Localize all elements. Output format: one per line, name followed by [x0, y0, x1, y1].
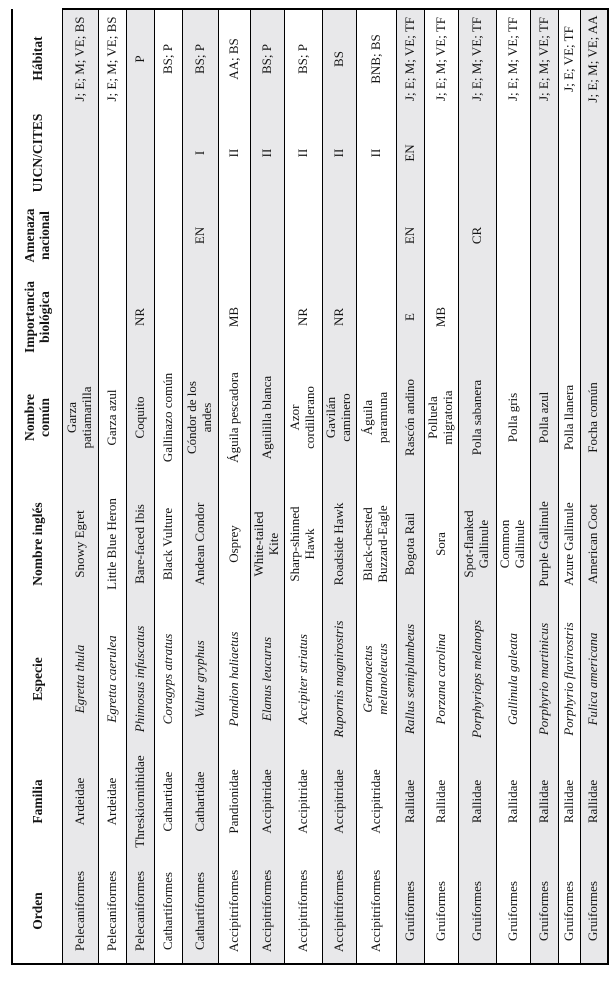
cell-especie: Rupornis magnirostris [330, 620, 346, 738]
cell-habitat: BS; P [154, 9, 182, 108]
cell-especie: Coragyps atratus [159, 633, 175, 725]
cell-uicn: I [191, 150, 207, 156]
cell-habitat: J; E; M; VE; AA [580, 9, 608, 108]
cell-ingles: Sora [432, 532, 448, 556]
species-row [356, 9, 396, 964]
cell-especie: Pandion haliaetus [225, 631, 241, 727]
cell-amenaza [126, 198, 154, 273]
table-body [62, 9, 608, 964]
cell-comun: Gallinazo común [159, 372, 175, 463]
cell-orden: Pelecaniformes [126, 859, 154, 964]
column-header-importancia: Importancia biológica [22, 281, 53, 353]
cell-importancia [496, 273, 530, 361]
cell-importancia: NR [330, 307, 346, 327]
species-row [458, 9, 496, 964]
cell-comun: Polla llanera [560, 384, 576, 451]
cell-orden: Accipitriformes [322, 859, 356, 964]
species-row [218, 9, 250, 964]
cell-comun: Rascón andino [401, 379, 417, 456]
species-row [580, 9, 608, 964]
cell-comun: Polla azul [535, 391, 551, 444]
species-row [250, 9, 284, 964]
cell-orden: Accipitriformes [356, 859, 396, 964]
cell-uicn [558, 108, 580, 198]
cell-uicn: II [258, 148, 274, 158]
cell-habitat: J; E; M; VE; TF [496, 9, 530, 108]
cell-orden: Gruiformes [558, 859, 580, 964]
cell-uicn [154, 108, 182, 198]
cell-familia: Threskiornithidae [131, 755, 147, 848]
cell-familia: Rallidae [560, 779, 576, 824]
cell-ingles: Andean Condor [191, 502, 207, 586]
column-header-ingles: Nombre inglés [29, 502, 45, 586]
cell-habitat: J; E; M; VE; BS [98, 9, 126, 108]
column-header-especie: Especie [29, 657, 45, 701]
species-row [496, 9, 530, 964]
cell-especie: Porphyrio flavirostris [560, 622, 576, 736]
cell-amenaza [530, 198, 558, 273]
cell-amenaza [424, 198, 458, 273]
cell-comun: Coquito [131, 396, 147, 439]
cell-habitat: J; E; M; VE; TF [458, 9, 496, 108]
cell-orden: Cathartiformes [154, 859, 182, 964]
cell-orden: Gruiformes [458, 859, 496, 964]
cell-ingles: Spot-flanked Gallinule [461, 510, 491, 578]
cell-ingles: Bare-faced Ibis [131, 504, 147, 584]
cell-amenaza: EN [401, 226, 417, 245]
cell-comun: Águila pescadora [225, 372, 241, 463]
cell-familia: Accipitridae [258, 769, 274, 834]
cell-uicn [98, 108, 126, 198]
rotated-table-container [11, 10, 607, 965]
cell-amenaza [356, 198, 396, 273]
cell-especie: Porzana carolina [432, 633, 448, 725]
cell-familia: Accipitridae [367, 769, 383, 834]
cell-importancia [250, 273, 284, 361]
species-row [62, 9, 98, 964]
cell-especie: Phimosus infuscatus [131, 625, 147, 733]
cell-comun: Garza patiamarilla [64, 386, 94, 449]
cell-importancia: MB [432, 306, 448, 328]
cell-ingles: American Coot [585, 504, 601, 584]
cell-amenaza [250, 198, 284, 273]
species-row [322, 9, 356, 964]
cell-ingles: Snowy Egret [71, 510, 87, 578]
cell-uicn [580, 108, 608, 198]
cell-especie: Vultur gryphus [191, 640, 207, 718]
species-row [126, 9, 154, 964]
cell-importancia [558, 273, 580, 361]
cell-ingles: Azure Gallinule [560, 502, 576, 586]
cell-habitat: J; E; M; VE; TF [396, 9, 424, 108]
species-row [396, 9, 424, 964]
cell-especie: Accipiter striatus [294, 634, 310, 724]
cell-amenaza [284, 198, 322, 273]
cell-uicn [62, 108, 98, 198]
cell-familia: Rallidae [432, 779, 448, 824]
column-header-comun: Nombre común [22, 394, 53, 441]
table-header [12, 9, 62, 964]
cell-especie: Fulica americana [585, 632, 601, 726]
column-header-habitat: Hábitat [29, 36, 45, 81]
species-table [11, 8, 609, 965]
cell-amenaza [580, 198, 608, 273]
species-row [558, 9, 580, 964]
cell-amenaza [98, 198, 126, 273]
cell-importancia: NR [131, 307, 147, 327]
cell-importancia [98, 273, 126, 361]
cell-comun: Garza azul [103, 389, 119, 446]
species-row [154, 9, 182, 964]
cell-orden: Gruiformes [530, 859, 558, 964]
cell-uicn: II [330, 148, 346, 158]
cell-especie: Elanus leucurus [258, 636, 274, 722]
cell-amenaza: EN [191, 226, 207, 245]
cell-orden: Pelecaniformes [62, 859, 98, 964]
species-row [530, 9, 558, 964]
cell-familia: Accipitridae [330, 769, 346, 834]
cell-habitat: J; E; M; VE; TF [530, 9, 558, 108]
cell-ingles: Sharp-shinned Hawk [287, 506, 317, 582]
cell-orden: Gruiformes [396, 859, 424, 964]
cell-amenaza [496, 198, 530, 273]
cell-importancia [182, 273, 218, 361]
species-row [98, 9, 126, 964]
cell-importancia: E [401, 313, 417, 321]
cell-habitat: BS; P [250, 9, 284, 108]
cell-uicn [424, 108, 458, 198]
cell-comun: Gavilán caminero [323, 393, 353, 442]
cell-uicn [530, 108, 558, 198]
cell-habitat: BS; P [182, 9, 218, 108]
cell-especie: Egretta caerulea [103, 635, 119, 723]
cell-amenaza [322, 198, 356, 273]
column-header-amenaza: Amenaza nacional [22, 208, 53, 263]
cell-habitat: AA; BS [218, 9, 250, 108]
cell-importancia [458, 273, 496, 361]
cell-importancia [154, 273, 182, 361]
cell-importancia: MB [225, 306, 241, 328]
cell-familia: Rallidae [401, 779, 417, 824]
cell-familia: Rallidae [585, 779, 601, 824]
cell-especie: Egretta thula [71, 644, 87, 714]
cell-habitat: J; E; VE; TF [558, 9, 580, 108]
cell-ingles: Little Blue Heron [103, 498, 119, 590]
column-header-orden: Orden [12, 859, 62, 964]
cell-especie: Gallinula galeata [504, 632, 520, 726]
cell-habitat: BS [322, 9, 356, 108]
cell-orden: Gruiformes [496, 859, 530, 964]
cell-importancia [356, 273, 396, 361]
cell-amenaza [154, 198, 182, 273]
cell-orden: Accipitriformes [250, 859, 284, 964]
cell-ingles: Roadside Hawk [330, 502, 346, 586]
column-header-uicn: UICN/CITES [29, 113, 45, 193]
cell-uicn [126, 108, 154, 198]
table-header-row [12, 9, 62, 964]
cell-orden: Accipitriformes [284, 859, 322, 964]
cell-especie: Geranoaetus melanoleucus [360, 643, 390, 715]
cell-especie: Rallus semiplumbeus [401, 623, 417, 735]
cell-amenaza: CR [468, 226, 484, 245]
cell-familia: Cathartidae [159, 771, 175, 832]
cell-uicn [458, 108, 496, 198]
cell-uicn: II [367, 148, 383, 158]
cell-comun: Polla sabanera [468, 379, 484, 456]
species-row [284, 9, 322, 964]
cell-uicn: II [294, 148, 310, 158]
cell-importancia [62, 273, 98, 361]
cell-orden: Gruiformes [424, 859, 458, 964]
cell-comun: Cóndor de los andes [184, 381, 214, 454]
cell-amenaza [558, 198, 580, 273]
cell-amenaza [218, 198, 250, 273]
cell-amenaza [62, 198, 98, 273]
cell-habitat: P [126, 9, 154, 108]
cell-habitat: BS; P [284, 9, 322, 108]
cell-especie: Porphyriops melanops [468, 619, 484, 739]
cell-habitat: J; E; M; VE; BS [62, 9, 98, 108]
column-header-familia: Familia [29, 779, 45, 824]
species-row [182, 9, 218, 964]
cell-orden: Cathartiformes [182, 859, 218, 964]
cell-familia: Accipitridae [294, 769, 310, 834]
cell-familia: Rallidae [535, 779, 551, 824]
cell-especie: Porphyrio martinicus [535, 622, 551, 736]
cell-uicn [496, 108, 530, 198]
cell-ingles: White-tailed Kite [251, 511, 281, 577]
cell-ingles: Purple Gallinule [535, 501, 551, 587]
cell-habitat: J; E; M; VE; TF [424, 9, 458, 108]
species-row [424, 9, 458, 964]
cell-orden: Pelecaniformes [98, 859, 126, 964]
cell-familia: Pandionidae [225, 769, 241, 834]
cell-orden: Accipitriformes [218, 859, 250, 964]
cell-uicn: EN [401, 144, 417, 162]
cell-ingles: Black Vulture [159, 507, 175, 581]
cell-comun: Azor cordillerano [287, 386, 317, 449]
cell-familia: Rallidae [504, 779, 520, 824]
cell-familia: Ardeidae [71, 777, 87, 826]
cell-comun: Aguililla blanca [258, 375, 274, 460]
cell-comun: Polluela migratoria [425, 390, 455, 445]
cell-ingles: Common Gallinule [497, 519, 527, 569]
cell-comun: Águila paramuna [360, 391, 390, 444]
cell-importancia [530, 273, 558, 361]
cell-habitat: BNB; BS [356, 9, 396, 108]
cell-familia: Ardeidae [103, 777, 119, 826]
cell-ingles: Bogota Rail [401, 512, 417, 576]
cell-ingles: Black-chested Buzzard-Eagle [360, 505, 390, 583]
cell-familia: Cathartidae [191, 771, 207, 832]
cell-ingles: Osprey [225, 525, 241, 563]
cell-uicn: II [225, 148, 241, 158]
cell-comun: Polla gris [504, 392, 520, 443]
cell-importancia [580, 273, 608, 361]
cell-comun: Focha común [585, 382, 601, 453]
cell-importancia: NR [294, 307, 310, 327]
cell-familia: Rallidae [468, 779, 484, 824]
cell-orden: Gruiformes [580, 859, 608, 964]
